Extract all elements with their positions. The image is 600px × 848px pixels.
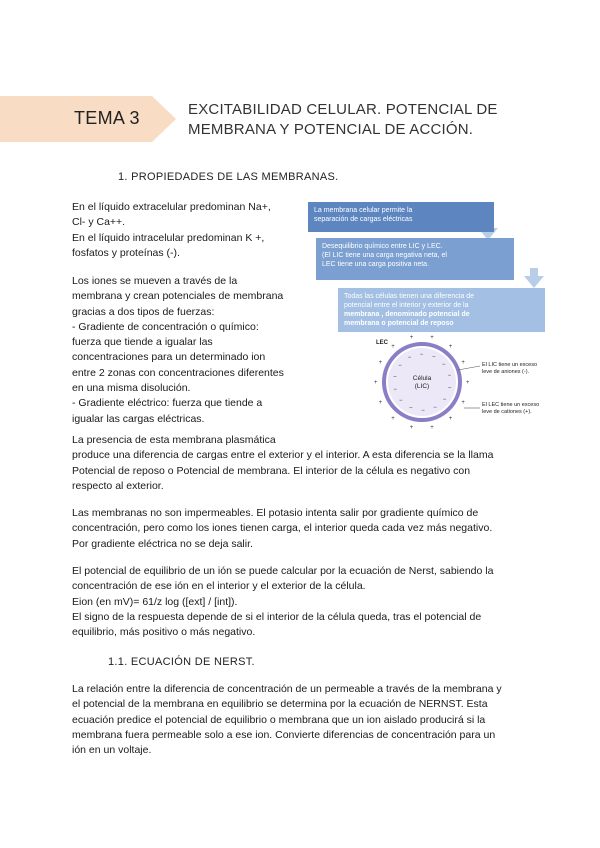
flow-text: (El LIC tiene una carga negativa neta, el <box>322 252 447 259</box>
positive-charge-icon: + <box>448 416 453 422</box>
text-line: en una misma disolución. <box>72 382 191 395</box>
negative-charge-icon: − <box>447 373 452 380</box>
positive-charge-icon: + <box>378 360 383 366</box>
note-text: El LEC tiene un exceso <box>482 402 540 408</box>
negative-charge-icon: − <box>447 385 452 392</box>
text-line: ecuación predice el potencial de equilibrio o membrana que un ion aislado producirá si la <box>72 713 486 726</box>
text-line: El signo de la respuesta depende de si el interior de la célula queda, tras el potencial de <box>72 610 482 623</box>
flow-box-separation <box>308 202 494 232</box>
negative-charge-icon: − <box>421 408 425 414</box>
text-line: Por gradiente eléctrica no se deja salir. <box>72 537 253 550</box>
text-line: Cl- y Ca++. <box>72 216 126 229</box>
flow-text: La membrana celular permite la <box>314 207 413 214</box>
text-line: produce una diferencia de cargas entre el exterior y el interior. A esta diferencia se la llama <box>72 449 494 462</box>
text-line: concentraciones para un determinado ion <box>72 351 266 364</box>
text-line: ión en un voltaje. <box>72 744 152 757</box>
negative-charge-icon: − <box>398 363 402 370</box>
subsection-heading: 1.1. ECUACIÓN DE NERST. <box>108 656 255 668</box>
text-line: Potencial de reposo o Potencial de membrana. El interior de la célula es negativo con <box>72 464 471 477</box>
positive-charge-icon: + <box>448 344 453 350</box>
note-text: leve de aniones (-). <box>482 369 530 375</box>
text-line: equilibrio, más positivo o más negativo. <box>72 626 256 639</box>
note-text: leve de cationes (+). <box>482 409 532 415</box>
lic-label: (LIC) <box>414 383 430 390</box>
cell-label: Célula <box>412 375 432 382</box>
negative-charge-icon: − <box>419 352 424 358</box>
negative-charge-icon: − <box>442 362 446 368</box>
flow-box-resting-potential <box>338 288 545 332</box>
text-line: entre 2 zonas con concentraciones diferentes <box>72 366 284 379</box>
positive-charge-icon: + <box>409 335 414 342</box>
positive-charge-icon: + <box>461 400 465 406</box>
text-line: fuerza que tiende a igualar las <box>72 336 213 349</box>
text-line: En el líquido extracelular predominan Na+, <box>72 201 271 213</box>
flow-text: potencial entre el interior y exterior de la <box>344 302 469 309</box>
text-line: el potencial de la membrana en equilibrio se determina por la ecuación de NERNST. Esta <box>72 698 488 711</box>
text-line: El potencial de equilibrio de un ión se puede calcular por la ecuación de Nerst, sabiendo la <box>72 565 494 577</box>
text-line: Los iones se mueven a través de la <box>72 275 238 287</box>
text-line: fosfatos y proteínas (-). <box>72 246 180 259</box>
positive-charge-icon: + <box>378 400 383 406</box>
lec-label: LEC <box>376 340 388 346</box>
positive-charge-icon: + <box>409 424 414 430</box>
flow-text: membrana , denominado potencial de <box>344 311 470 318</box>
positive-charge-icon: + <box>466 380 470 386</box>
positive-charge-icon: + <box>391 344 395 350</box>
note-lic <box>482 362 562 376</box>
negative-charge-icon: − <box>407 355 412 362</box>
text-line: - Gradiente eléctrico: fuerza que tiende a <box>72 397 263 410</box>
positive-charge-icon: + <box>430 424 434 430</box>
text-line: Las membranas no son impermeables. El potasio intenta salir por gradiente químico de <box>72 507 479 519</box>
flow-text: Todas las células tienen una diferencia de <box>344 293 474 300</box>
flow-text: separación de cargas eléctricas <box>314 216 413 223</box>
flow-box-imbalance <box>316 238 514 280</box>
page-title <box>188 100 518 140</box>
chapter-label: TEMA 3 <box>74 108 140 128</box>
flow-text: LEC tiene una carga positiva neta. <box>322 261 430 268</box>
pointer-line <box>458 366 480 370</box>
paragraph-equilibrium <box>72 564 493 640</box>
text-line: membrana y crean potenciales de membrana <box>72 290 284 303</box>
membrane-diagram <box>308 202 548 430</box>
text-line: - Gradiente de concentración o químico: <box>72 320 259 333</box>
paragraph-permeable <box>72 506 492 552</box>
paragraph-ions <box>72 274 284 427</box>
negative-charge-icon: − <box>409 405 413 412</box>
text-line: En el líquido intracelular predominan K +, <box>72 231 265 244</box>
text-line: concentración, pero como los iones tienen carga, el interior queda cada vez más negativo. <box>72 522 493 535</box>
paragraph-membrane <box>72 433 493 494</box>
title-line: MEMBRANA Y POTENCIAL DE ACCIÓN. <box>188 121 474 138</box>
cell-interior <box>388 348 456 416</box>
note-lec <box>482 402 562 416</box>
text-line: concentración de ese ión en el interior y el exterior de la célula. <box>72 580 366 593</box>
text-line: respecto al exterior. <box>72 479 164 492</box>
positive-charge-icon: + <box>461 360 465 366</box>
note-text: El LIC tiene un exceso <box>482 362 538 368</box>
text-line: La relación entre la diferencia de concentración de un permeable a través de la membrana y <box>72 683 502 695</box>
negative-charge-icon: − <box>442 396 447 403</box>
text-line: igualar las cargas eléctricas. <box>72 412 205 425</box>
positive-charge-icon: + <box>391 416 395 422</box>
negative-charge-icon: − <box>432 354 436 361</box>
text-line: La presencia de esta membrana plasmática <box>72 434 276 446</box>
positive-charge-icon: + <box>374 380 378 386</box>
flow-text: Desequilibrio químico entre LIC y LEC. <box>322 243 443 250</box>
negative-charge-icon: − <box>433 404 437 411</box>
flow-arrow-icon <box>524 276 544 288</box>
paragraph-liquids <box>72 200 271 261</box>
title-line: EXCITABILIDAD CELULAR. POTENCIAL DE <box>188 101 498 118</box>
negative-charge-icon: − <box>393 374 397 381</box>
text-line: Eion (en mV)= 61/z log ([ext] / [int]). <box>72 595 238 608</box>
text-line: membrana fuera permeable solo a ese ion. Convierte diferencias de concentración para un <box>72 728 496 741</box>
section-heading: 1. PROPIEDADES DE LAS MEMBRANAS. <box>118 171 339 183</box>
flow-text: membrana o potencial de reposo <box>344 320 454 327</box>
text-line: gracias a dos tipos de fuerzas: <box>72 305 215 318</box>
paragraph-nernst <box>72 682 502 758</box>
positive-charge-icon: + <box>430 335 434 342</box>
negative-charge-icon: − <box>393 386 397 393</box>
negative-charge-icon: − <box>399 398 403 404</box>
